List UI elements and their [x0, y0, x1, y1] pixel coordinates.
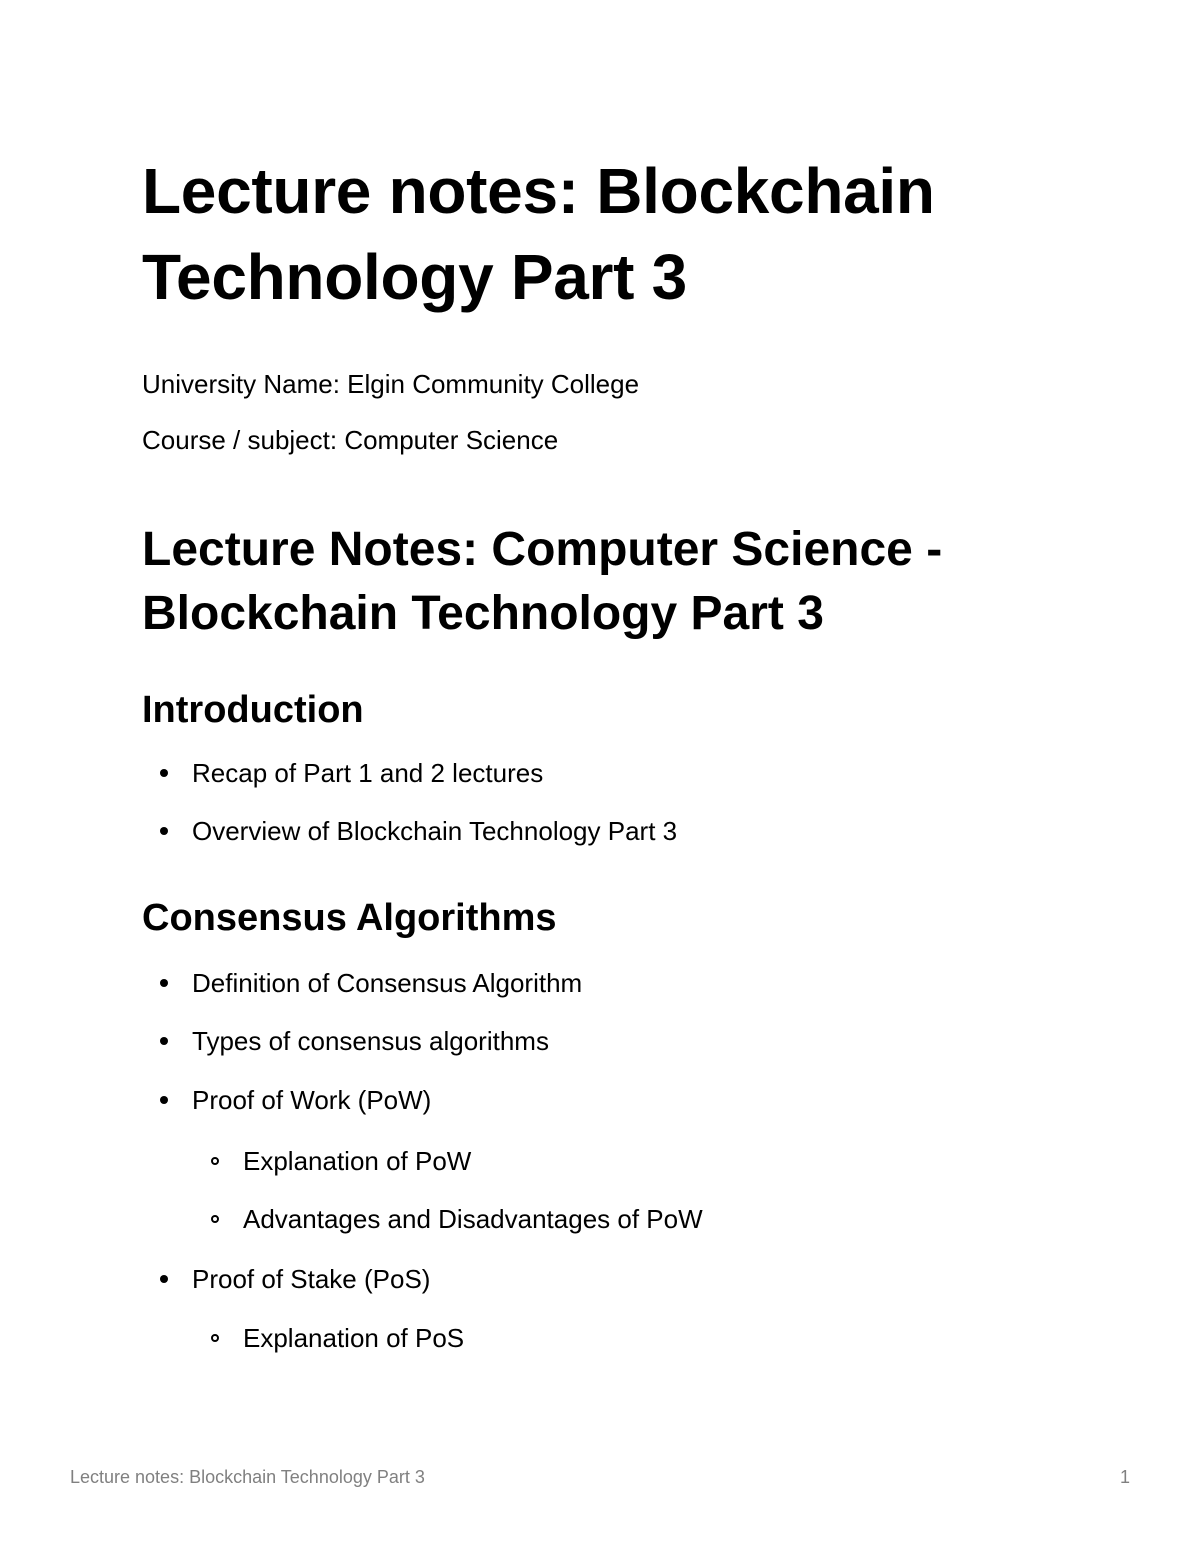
footer-title: Lecture notes: Blockchain Technology Part 3 [70, 1467, 425, 1487]
university-name: University Name: Elgin Community College [142, 369, 640, 399]
bullet-icon [160, 1037, 168, 1045]
hollow-bullet-icon [211, 1157, 219, 1165]
hollow-bullet-icon [211, 1215, 219, 1223]
hollow-bullet-icon [211, 1334, 219, 1342]
list-item [192, 1025, 549, 1057]
list-item-text: Explanation of PoW [243, 1146, 472, 1176]
lecture-heading: Lecture Notes: Computer Science - Blockchain Technology Part 3 [142, 523, 943, 640]
list-item-text: Advantages and Disadvantages of PoW [243, 1204, 703, 1234]
section-heading-introduction: Introduction [142, 689, 364, 731]
list-item-text: Explanation of PoS [243, 1323, 465, 1353]
list-item-text: Definition of Consensus Algorithm [192, 968, 583, 998]
sub-list-item [243, 1203, 703, 1235]
page-number: 1 [1119, 1467, 1130, 1487]
list-item-text: Types of consensus algorithms [192, 1026, 549, 1056]
list-item [192, 967, 582, 999]
list-item [192, 1084, 431, 1116]
section-heading-consensus-algorithms: Consensus Algorithms [142, 897, 557, 939]
list-item-text: Overview of Blockchain Technology Part 3 [192, 816, 678, 846]
course-subject: Course / subject: Computer Science [142, 425, 559, 455]
bullet-icon [160, 827, 168, 835]
sub-list-item [243, 1145, 471, 1177]
document-title: Lecture notes: Blockchain Technology Part 3 [142, 155, 935, 313]
sub-list-item [243, 1322, 464, 1354]
list-item-text: Proof of Stake (PoS) [192, 1264, 431, 1294]
bullet-icon [160, 979, 168, 987]
bullet-icon [160, 1096, 168, 1104]
list-item-text: Recap of Part 1 and 2 lectures [192, 758, 544, 788]
list-item [192, 815, 677, 847]
bullet-icon [160, 1275, 168, 1283]
bullet-icon [160, 769, 168, 777]
list-item-text: Proof of Work (PoW) [192, 1085, 432, 1115]
list-item [192, 1263, 430, 1295]
list-item [192, 757, 543, 789]
